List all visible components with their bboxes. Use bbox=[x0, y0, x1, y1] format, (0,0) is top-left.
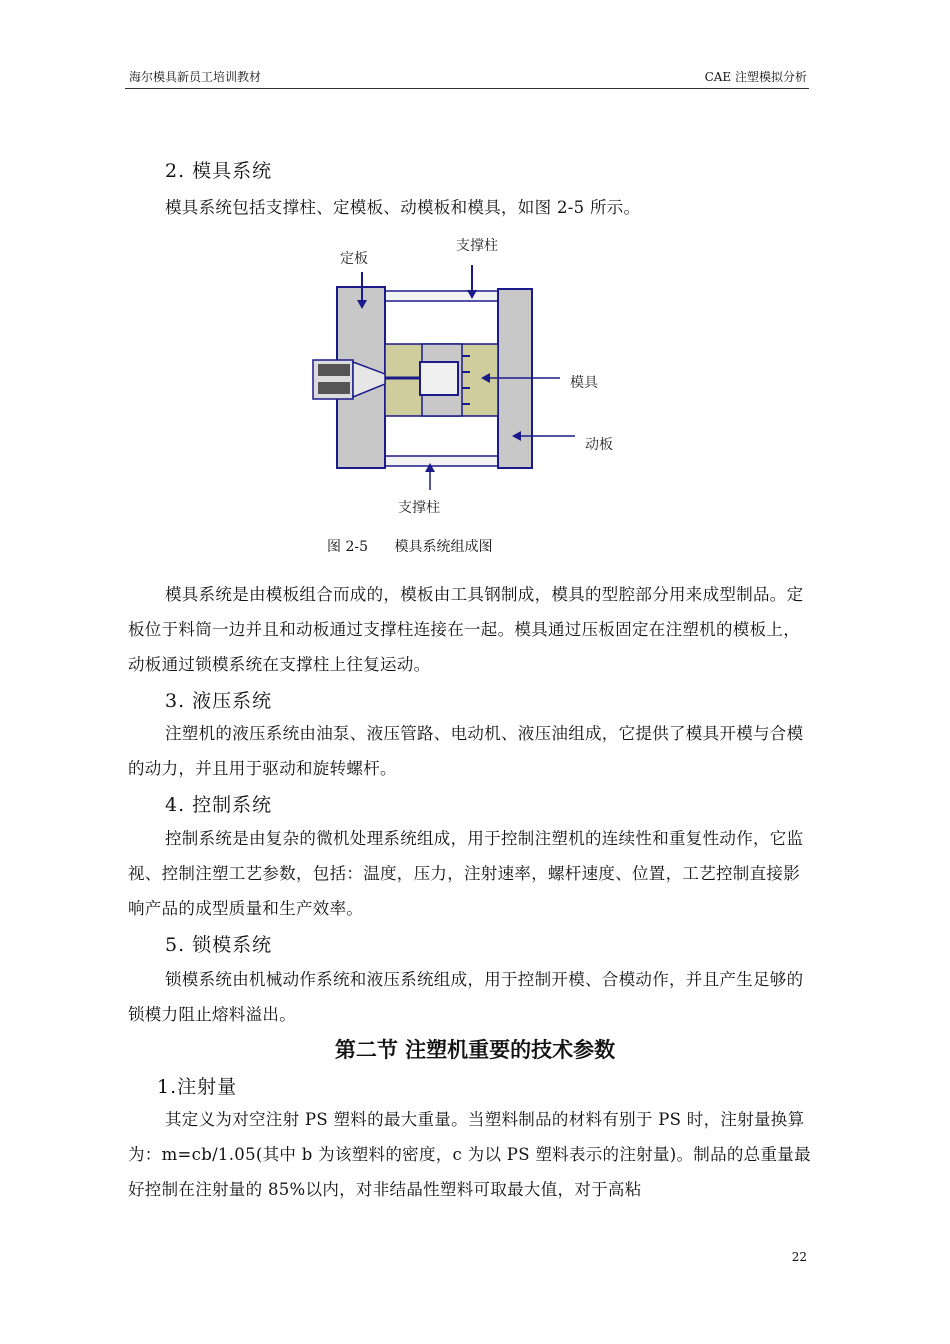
figure-caption bbox=[327, 536, 514, 556]
label-mold: 模具 bbox=[570, 375, 598, 391]
heading-mold-system: 2. 模具系统 bbox=[165, 160, 273, 182]
heading-clamp: 5. 锁模系统 bbox=[165, 934, 273, 956]
support-pillar-bottom bbox=[385, 456, 498, 466]
page-header bbox=[125, 66, 809, 89]
page-number: 22 bbox=[791, 1250, 807, 1264]
heading-control: 4. 控制系统 bbox=[165, 794, 273, 816]
label-support-top: 支撑柱 bbox=[456, 238, 498, 254]
control-paragraph: 控制系统是由复杂的微机处理系统组成，用于控制注塑机的连续性和重复性动作，它监视、控制注塑工艺参数，包括：温度，压力，注射速率，螺杆速度、位置，工艺控制直接影响产品的成型质量和生产效率。 bbox=[128, 829, 804, 918]
screw-upper bbox=[318, 364, 350, 376]
header-left-text: 海尔模具新员工培训教材 bbox=[129, 70, 262, 84]
heading-shot-volume: 1.注射量 bbox=[157, 1076, 238, 1098]
label-fixed-plate: 定板 bbox=[340, 251, 368, 267]
hydraulic-paragraph: 注塑机的液压系统由油泵、液压管路、电动机、液压油组成，它提供了模具开模与合模的动力，并且用于驱动和旋转螺杆。 bbox=[128, 724, 804, 778]
support-pillar-top bbox=[385, 291, 498, 301]
mold-paragraph: 模具系统是由模板组合而成的，模板由工具钢制成，模具的型腔部分用来成型制品。定板位于料筒一边并且和动板通过支撑柱连接在一起。模具通过压板固定在注塑机的模板上，动板通过锁模系统在支撑柱上往复运动。 bbox=[128, 585, 804, 674]
shot-paragraph: 其定义为对空注射 PS 塑料的最大重量。当塑料制品的材料有别于 PS 时，注射量换算为：m=cb/1.05(其中 b 为该塑料的密度，c 为以 PS 塑料表示的注射量)。制品的总重量最好控制在注射量的 85%以内，对非结晶性塑料可取最大值，对于高粘 bbox=[128, 1110, 811, 1199]
label-moving-plate: 动板 bbox=[585, 437, 613, 453]
clamp-paragraph: 锁模系统由机械动作系统和液压系统组成，用于控制开模、合模动作，并且产生足够的锁模力阻止熔料溢出。 bbox=[128, 970, 804, 1024]
header-right-text: CAE 注塑模拟分析 bbox=[704, 70, 807, 84]
mold-cavity bbox=[420, 362, 458, 395]
figure-caption-number: 图 2-5 bbox=[327, 539, 368, 555]
figure-caption-text: 模具系统组成图 bbox=[394, 539, 493, 555]
mold-intro: 模具系统包括支撑柱、定模板、动模板和模具，如图 2-5 所示。 bbox=[165, 198, 641, 217]
section-title: 第二节 注塑机重要的技术参数 bbox=[334, 1038, 616, 1062]
mold-system-diagram bbox=[300, 230, 630, 530]
screw-lower bbox=[318, 382, 350, 394]
label-support-bottom: 支撑柱 bbox=[398, 500, 440, 516]
heading-hydraulic: 3. 液压系统 bbox=[165, 690, 273, 712]
